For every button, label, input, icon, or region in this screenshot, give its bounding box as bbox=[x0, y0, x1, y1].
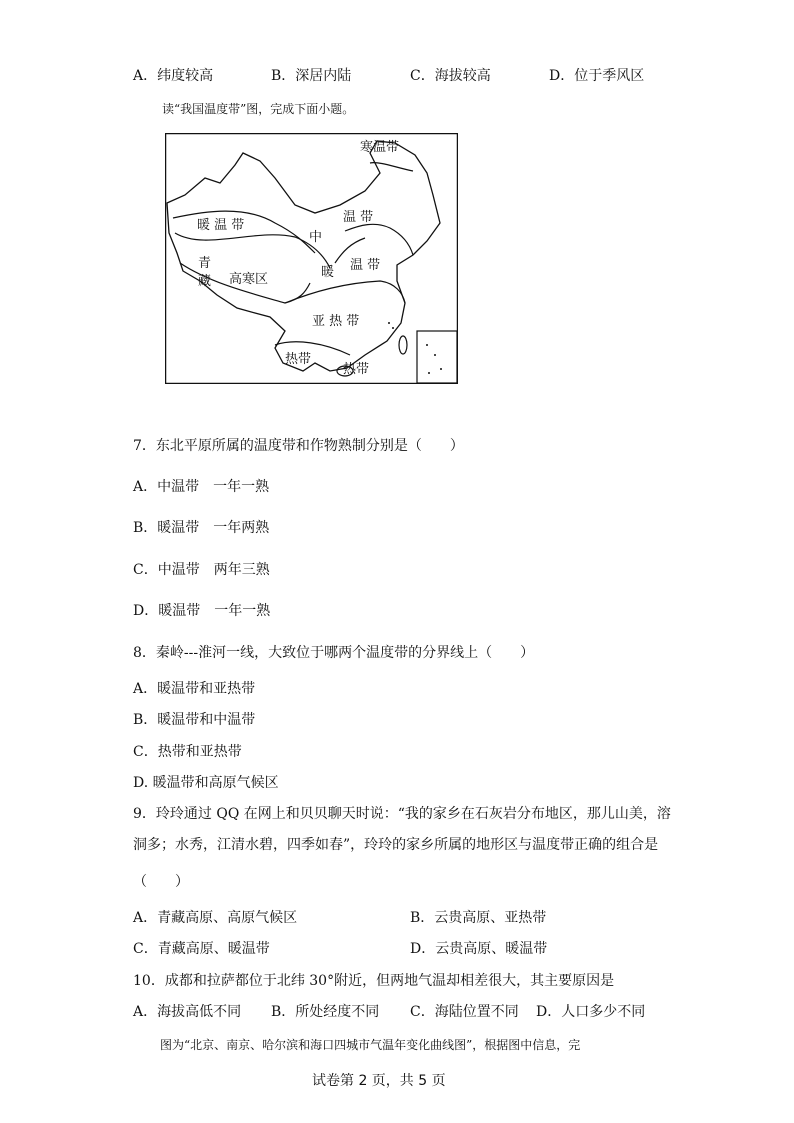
q8-stem: 8．秦岭---淮河一线，大致位于哪两个温度带的分界线上（ ） bbox=[133, 645, 535, 661]
map-intro: 读“我国温度带”图，完成下面小题。 bbox=[162, 102, 355, 116]
label-wen-dai: 温 带 bbox=[343, 210, 374, 225]
q8-option-d: D. 暖温带和高原气候区 bbox=[133, 775, 279, 791]
q7-option-c: C．中温带 两年三熟 bbox=[133, 562, 270, 578]
label-tropical-right: 热带 bbox=[343, 362, 370, 377]
label-wendai2: 温 带 bbox=[350, 258, 381, 273]
q9-option-b: B．云贵高原、亚热带 bbox=[410, 910, 547, 926]
label-subtropical: 亚 热 带 bbox=[312, 314, 360, 329]
label-tropical-left: 热带 bbox=[285, 352, 312, 367]
q6-option-b: B．深居内陆 bbox=[271, 68, 352, 84]
q9-line1: 9．玲玲通过 QQ 在网上和贝贝聊天时说：“我的家乡在石灰岩分布地区，那儿山美，溶 bbox=[133, 806, 671, 822]
q10-option-b: B．所处经度不同 bbox=[271, 1004, 380, 1020]
q10-option-c: C．海陆位置不同 bbox=[410, 1004, 519, 1020]
q10-option-d: D．人口多少不同 bbox=[536, 1004, 646, 1020]
q6-option-d: D．位于季风区 bbox=[549, 68, 645, 84]
q8-option-a: A．暖温带和亚热带 bbox=[133, 681, 256, 697]
q6-option-c: C．海拔较高 bbox=[410, 68, 491, 84]
label-qing: 青 bbox=[198, 256, 212, 271]
q8-option-b: B．暖温带和中温带 bbox=[133, 712, 256, 728]
next-question-intro: 图为“北京、南京、哈尔滨和海口四城市气温年变化曲线图”，根据图中信息，完 bbox=[160, 1038, 581, 1052]
label-warm-temperate: 暖 温 带 bbox=[197, 218, 245, 233]
q9-line3: （ ） bbox=[133, 874, 189, 890]
q7-option-a: A．中温带 一年一熟 bbox=[133, 479, 270, 495]
label-zang: 藏 bbox=[198, 274, 212, 289]
q8-option-c: C．热带和亚热带 bbox=[133, 744, 242, 760]
q7-stem: 7．东北平原所属的温度带和作物熟制分别是（ ） bbox=[133, 438, 464, 454]
q7-option-d: D．暖温带 一年一熟 bbox=[133, 603, 271, 619]
page-footer: 试卷第 2 页，共 5 页 bbox=[312, 1073, 446, 1089]
q10-option-a: A．海拔高低不同 bbox=[133, 1004, 242, 1020]
q10-stem: 10．成都和拉萨都位于北纬 30°附近，但两地气温却相差很大，其主要原因是 bbox=[133, 973, 615, 989]
q7-option-b: B．暖温带 一年两熟 bbox=[133, 520, 270, 536]
label-zhong: 中 bbox=[309, 230, 323, 245]
q9-option-c: C．青藏高原、暖温带 bbox=[133, 941, 270, 957]
temperature-zone-map bbox=[165, 133, 458, 384]
q9-option-d: D．云贵高原、暖温带 bbox=[410, 941, 548, 957]
label-cold-temperate: 寒温带 bbox=[360, 140, 400, 155]
q9-line2: 洞多；水秀，江清水碧，四季如春”，玲玲的家乡所属的地形区与温度带正确的组合是 bbox=[133, 837, 659, 853]
q9-option-a: A．青藏高原、高原气候区 bbox=[133, 910, 298, 926]
label-plateau: 高寒区 bbox=[229, 272, 269, 287]
label-nuan: 暖 bbox=[321, 265, 335, 280]
q6-option-a: A．纬度较高 bbox=[133, 68, 214, 84]
